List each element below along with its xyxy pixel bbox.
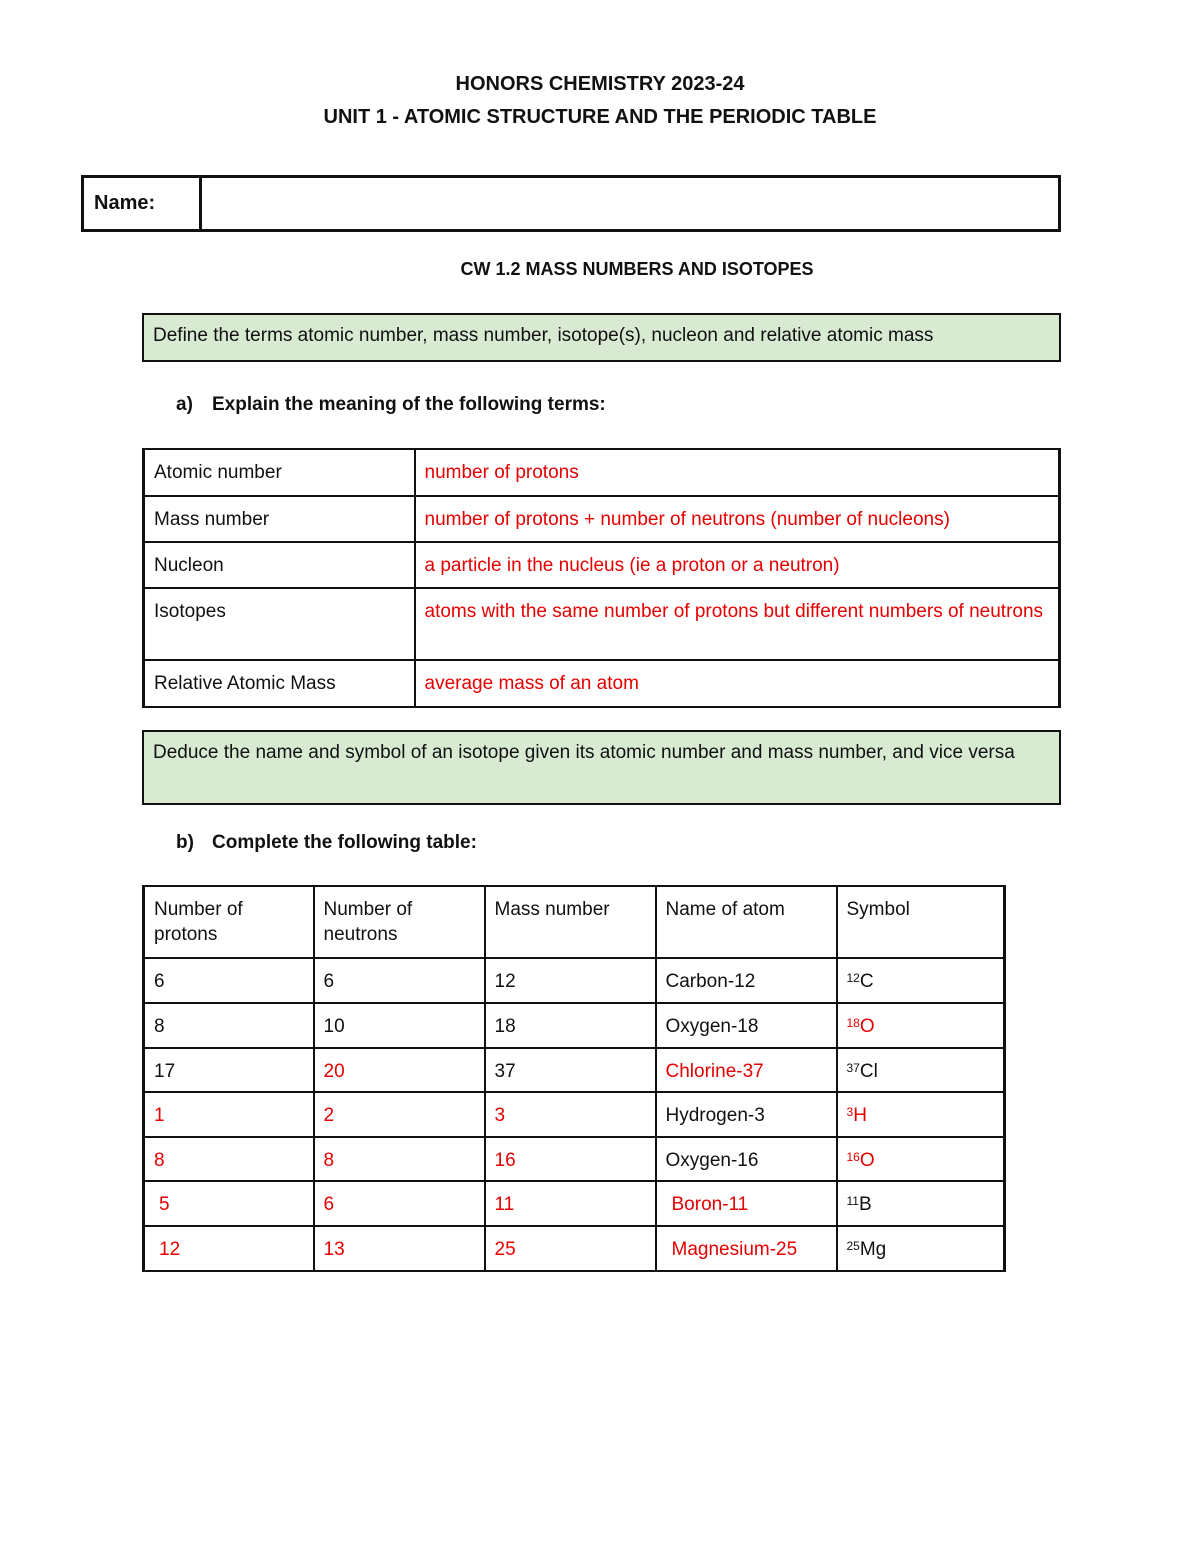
definition-cell[interactable]: number of protons + number of neutrons (number of nucleons) (415, 496, 1060, 542)
table-header-row (144, 886, 1005, 958)
table-row (144, 542, 1060, 588)
neutrons-cell[interactable]: 20 (314, 1048, 485, 1092)
name-cell[interactable]: Magnesium-25 (656, 1226, 837, 1271)
question-a-text: Explain the meaning of the following terms: (212, 394, 606, 415)
definition-cell[interactable]: atoms with the same number of protons but different numbers of neutrons (415, 588, 1060, 660)
symbol-cell (837, 1181, 1005, 1226)
question-b (176, 832, 477, 854)
protons-cell[interactable]: 12 (144, 1226, 314, 1271)
symbol-element: Cl (859, 1061, 878, 1082)
name-cell[interactable]: Chlorine-37 (656, 1048, 837, 1092)
protons-cell[interactable]: 8 (144, 1137, 314, 1181)
symbol-element: O (859, 1150, 875, 1171)
symbol-cell (837, 958, 1005, 1003)
neutrons-cell[interactable]: 13 (314, 1226, 485, 1271)
table-row (144, 1181, 1005, 1226)
name-cell: Oxygen-18 (656, 1003, 837, 1048)
symbol-mass-number: 11 (846, 1194, 859, 1208)
symbol-mass-number: 3 (846, 1105, 854, 1119)
header-neutrons: Number of neutrons (314, 886, 485, 958)
course-title: HONORS CHEMISTRY 2023-24 (455, 73, 745, 95)
mass-cell[interactable]: 25 (485, 1226, 656, 1271)
symbol-mass-number: 12 (846, 971, 860, 985)
table-row (144, 1003, 1005, 1048)
symbol-element: Mg (859, 1239, 887, 1260)
symbol-element: O (859, 1016, 875, 1037)
header-name-of-atom: Name of atom (656, 886, 837, 958)
term-cell: Mass number (144, 496, 415, 542)
term-cell: Nucleon (144, 542, 415, 588)
header-protons: Number of protons (144, 886, 314, 958)
neutrons-cell: 10 (314, 1003, 485, 1048)
table-row (144, 958, 1005, 1003)
name-cell: Oxygen-16 (656, 1137, 837, 1181)
objective-box-1: Define the terms atomic number, mass number, isotope(s), nucleon and relative atomic mass (142, 313, 1061, 362)
isotope-table (142, 885, 1006, 1272)
name-label: Name: (84, 178, 202, 229)
neutrons-cell: 6 (314, 958, 485, 1003)
name-cell: Carbon-12 (656, 958, 837, 1003)
neutrons-cell[interactable]: 2 (314, 1092, 485, 1137)
objective-box-2: Deduce the name and symbol of an isotope given its atomic number and mass number, and vice versa (142, 730, 1061, 805)
table-row (144, 496, 1060, 542)
symbol-mass-number: 25 (846, 1239, 860, 1253)
symbol-cell[interactable] (837, 1137, 1005, 1181)
mass-cell: 12 (485, 958, 656, 1003)
mass-cell[interactable]: 16 (485, 1137, 656, 1181)
table-row (144, 588, 1060, 660)
name-cell[interactable]: Boron-11 (656, 1181, 837, 1226)
name-input[interactable] (202, 178, 1058, 229)
mass-cell: 18 (485, 1003, 656, 1048)
protons-cell: 8 (144, 1003, 314, 1048)
table-row (144, 660, 1060, 707)
neutrons-cell[interactable]: 8 (314, 1137, 485, 1181)
name-box (81, 175, 1061, 232)
symbol-cell (837, 1226, 1005, 1271)
terms-table (142, 448, 1061, 708)
term-cell: Atomic number (144, 449, 415, 496)
symbol-cell[interactable] (837, 1003, 1005, 1048)
unit-title: UNIT 1 - ATOMIC STRUCTURE AND THE PERIODIC TABLE (323, 106, 877, 128)
table-row (144, 1226, 1005, 1271)
question-a-label: a) (176, 394, 193, 415)
mass-cell: 37 (485, 1048, 656, 1092)
mass-cell[interactable]: 3 (485, 1092, 656, 1137)
question-b-text: Complete the following table: (212, 832, 477, 853)
symbol-cell (837, 1048, 1005, 1092)
mass-cell[interactable]: 11 (485, 1181, 656, 1226)
symbol-element: C (859, 971, 874, 992)
name-cell: Hydrogen-3 (656, 1092, 837, 1137)
table-row (144, 1048, 1005, 1092)
header-mass-number: Mass number (485, 886, 656, 958)
symbol-mass-number: 37 (846, 1061, 860, 1075)
classwork-title: CW 1.2 MASS NUMBERS AND ISOTOPES (460, 259, 814, 279)
symbol-element: H (853, 1105, 867, 1126)
table-row (144, 449, 1060, 496)
protons-cell[interactable]: 1 (144, 1092, 314, 1137)
definition-cell[interactable]: a particle in the nucleus (ie a proton or a neutron) (415, 542, 1060, 588)
neutrons-cell[interactable]: 6 (314, 1181, 485, 1226)
definition-cell[interactable]: average mass of an atom (415, 660, 1060, 707)
protons-cell[interactable]: 5 (144, 1181, 314, 1226)
table-row (144, 1092, 1005, 1137)
symbol-mass-number: 18 (846, 1016, 860, 1030)
symbol-mass-number: 16 (846, 1150, 860, 1164)
protons-cell: 17 (144, 1048, 314, 1092)
question-a (176, 394, 606, 416)
term-cell: Relative Atomic Mass (144, 660, 415, 707)
question-b-label: b) (176, 832, 194, 853)
protons-cell: 6 (144, 958, 314, 1003)
definition-cell[interactable]: number of protons (415, 449, 1060, 496)
table-row (144, 1137, 1005, 1181)
symbol-cell[interactable] (837, 1092, 1005, 1137)
term-cell: Isotopes (144, 588, 415, 660)
header-symbol: Symbol (837, 886, 1005, 958)
symbol-element: B (858, 1194, 872, 1215)
